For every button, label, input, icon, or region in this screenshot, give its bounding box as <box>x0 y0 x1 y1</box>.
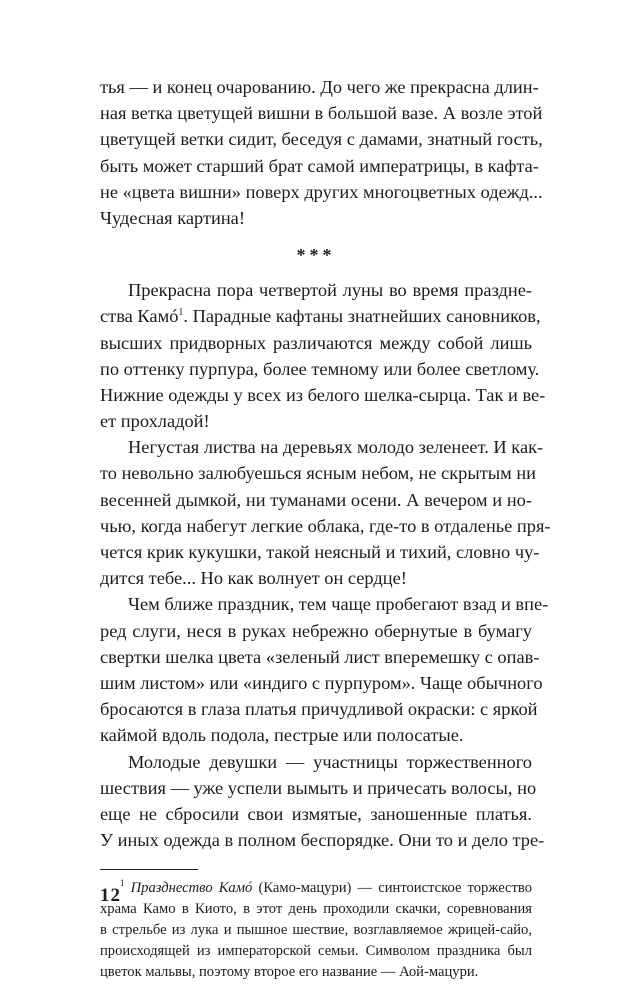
text-line: Негустая листва на деревьях молодо зеленеет. И как- <box>128 437 544 458</box>
text-line: цветущей ветки сидит, беседуя с дамами, знатный гость, <box>100 129 543 150</box>
text-fragment: ства Камó <box>100 306 179 327</box>
footnote-line <box>100 878 532 899</box>
footnote-term: Празднество Камó <box>130 880 253 897</box>
text-line: весенней дымкой, ни туманами осени. А вечером и но- <box>100 489 532 510</box>
text-line: чется крик кукушки, такой неясный и тихий, словно чу- <box>100 542 540 562</box>
page-text <box>100 74 551 983</box>
text-line: шим листом» или «индиго с пурпуром». Чаще обычного <box>100 672 543 693</box>
text-line: чью, когда набегут легкие облака, где-то в отдаленье пря- <box>100 515 551 536</box>
paragraph <box>100 434 551 591</box>
text-line: бросаются в глаза платья причудливой окраски: с яркой <box>100 699 538 720</box>
footnote-line: в стрельбе из лука и пышное шествие, возглавляемое жрицей-сайо, <box>100 922 532 939</box>
footnote-line: происходящей из императорской семьи. Символом праздника был <box>100 943 532 960</box>
text-line: У иных одежда в полном беспорядке. Они то и дело тре- <box>100 830 545 851</box>
footnote-marker: 1 <box>120 878 125 889</box>
text-line: еще не сбросили свои измятые, заношенные платья. <box>100 803 532 824</box>
text-line: высших придворных различаются между собой лишь <box>100 332 532 353</box>
text-fragment: . Парадные кафтаны знатнейших сановников, <box>183 306 541 327</box>
text-line: ред слуги, неся в руках небрежно обернутые в бумагу <box>100 620 532 641</box>
paragraph <box>100 591 549 748</box>
page-number: 12 <box>100 885 121 906</box>
text-line <box>100 303 541 329</box>
footnote <box>100 878 532 983</box>
text-line: по оттенку пурпура, более темному или более светлому. <box>100 358 540 379</box>
text-line: тья — и конец очарованию. До чего же прекрасна длин- <box>100 77 539 97</box>
footnote-line: цветок мальвы, поэтому второе его название — Аой-мацури. <box>100 964 479 981</box>
text-line: Прекрасна пора четвертой луны во время праздне- <box>128 280 532 301</box>
text-line: не «цвета вишни» поверх других многоцветных одежд... <box>100 181 543 202</box>
paragraph <box>100 749 545 854</box>
text-line: Молодые девушки — участницы торжественного <box>128 751 532 772</box>
text-line: Чудесная картина! <box>100 207 245 228</box>
text-line: то невольно залюбуешься ясным небом, не скрытым ни <box>100 463 537 484</box>
footnote-line: храма Камо в Киото, в этот день проходили скачки, соревнования <box>100 901 532 918</box>
text-fragment: (Камо-мацури) — синтоистское торжество <box>252 880 532 897</box>
footnote-ref: 1 <box>178 307 184 319</box>
text-line: дится тебе... Но как волнует он сердце! <box>100 568 407 589</box>
text-line: Чем ближе праздник, тем чаще пробегают взад и впе- <box>128 594 549 615</box>
paragraph <box>100 277 546 434</box>
text-line: каймой вдоль подола, пестрые или полосатые. <box>100 725 464 746</box>
text-line: Нижние одежды у всех из белого шелка-сырца. Так и ве- <box>100 384 546 405</box>
text-line: шествия — уже успели вымыть и причесать волосы, но <box>100 777 537 798</box>
text-line: быть может старший брат самой императрицы, в кафта- <box>100 155 539 176</box>
text-line: ет прохладой! <box>100 411 210 432</box>
footnote-divider <box>100 869 198 870</box>
paragraph <box>100 74 543 231</box>
text-line: ная ветка цветущей вишни в большой вазе. А возле этой <box>100 103 543 124</box>
text-line: свертки шелка цвета «зеленый лист вперемешку с опав- <box>100 646 540 667</box>
section-separator: *** <box>296 245 336 266</box>
